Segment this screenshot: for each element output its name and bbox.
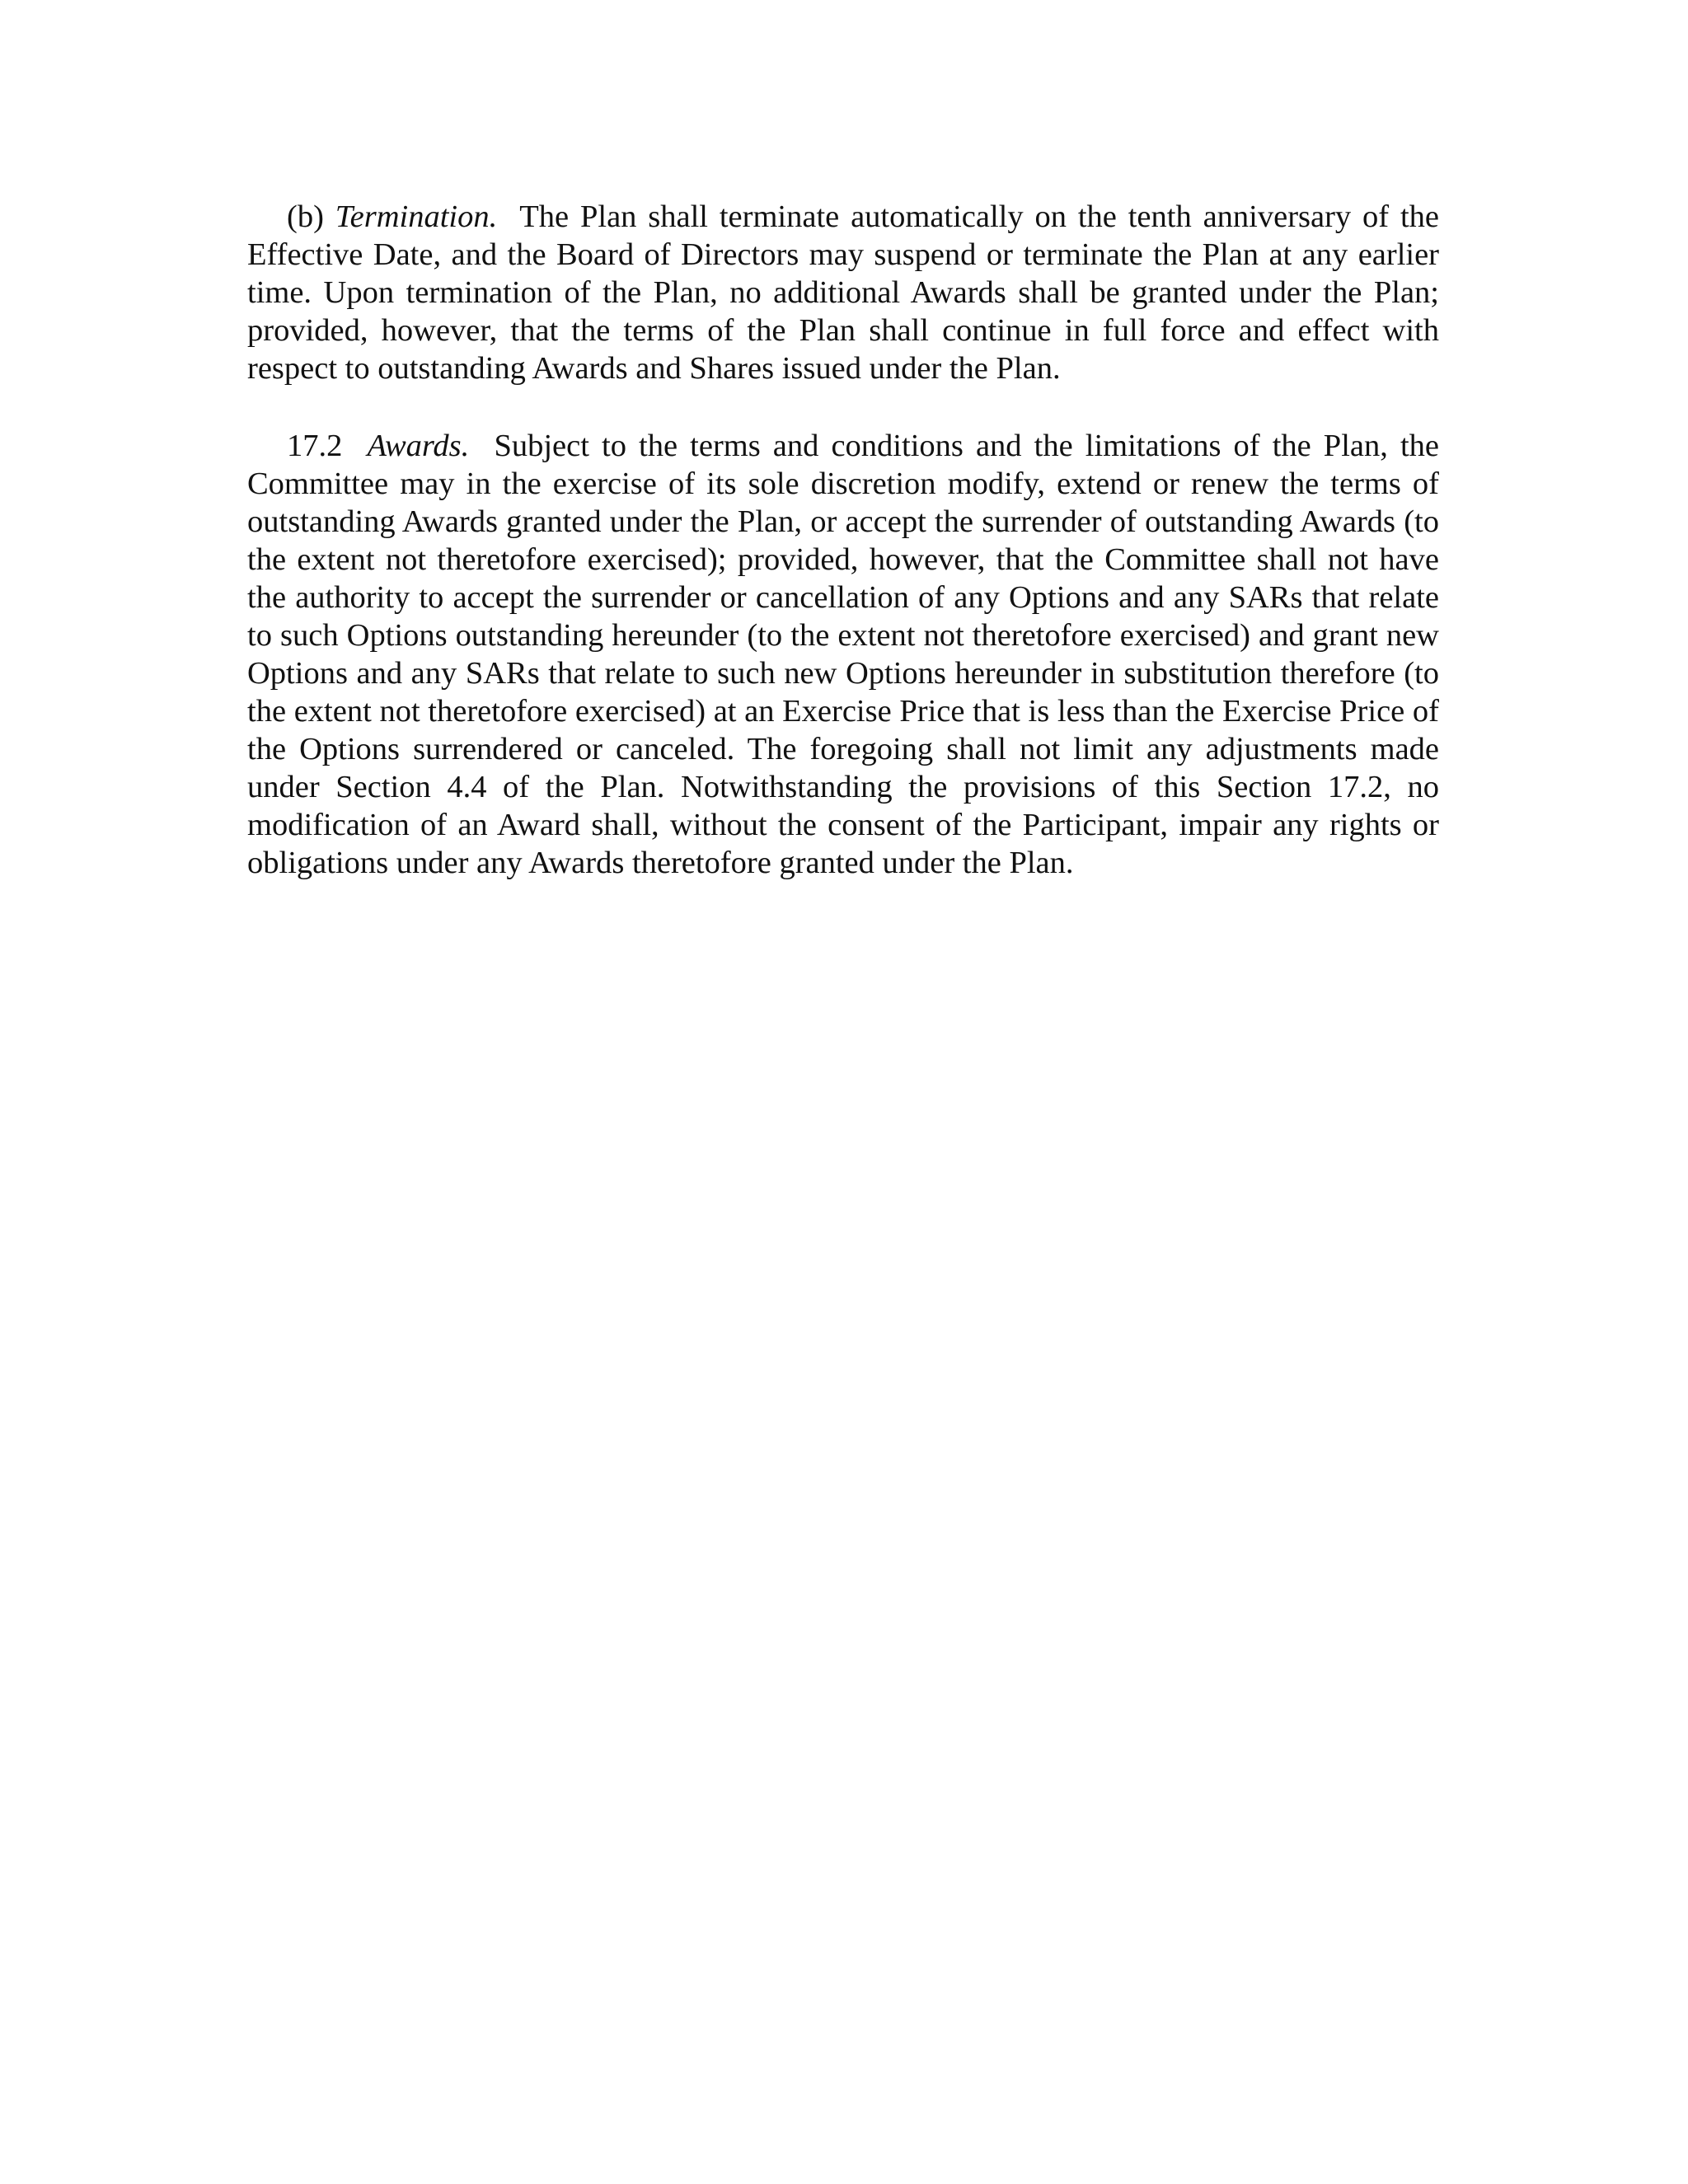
- paragraph-caption: Termination.: [335, 199, 498, 234]
- paragraph-label: 17.2: [287, 429, 343, 463]
- paragraph-body: Subject to the terms and conditions and the limitations of the Plan, the Committee may in the exercise of its sole discretion modify, extend or renew the terms of outstanding Awards granted under the Plan, or accept the surrender of outstanding Awards (to the extent not theretofore exercised); provided, however, that the Committee shall not have the authority to accept the surrender or cancellation of any Options and any SARs that relate to such Options outstanding hereunder (to the extent not theretofore exercised) and grant new Options and any SARs that relate to such new Options hereunder in substitution therefore (to the extent not theretofore exercised) at an Exercise Price that is less than the Exercise Price of the Options surrendered or canceled. The foregoing shall not limit any adjustments made under Section 4.4 of the Plan. Notwithstanding the provisions of this Section 17.2, no modification of an Award shall, without the consent of the Participant, impair any rights or obligations under any Awards theretofore granted under the Plan.: [247, 429, 1439, 880]
- paragraph-caption: Awards.: [367, 429, 470, 463]
- paragraph-body: The Plan shall terminate automatically on the tenth anniversary of the Effective Date, and the Board of Directors may suspend or terminate the Plan at any earlier time. Upon termination of the Plan, no additional Awards shall be granted under the Plan; provided, however, that the terms of the Plan shall continue in full force and effect with respect to outstanding Awards and Shares issued under the Plan.: [247, 199, 1439, 386]
- paragraph-termination: [247, 198, 1439, 387]
- paragraph-label: (b): [287, 199, 324, 234]
- paragraph-awards: [247, 427, 1439, 882]
